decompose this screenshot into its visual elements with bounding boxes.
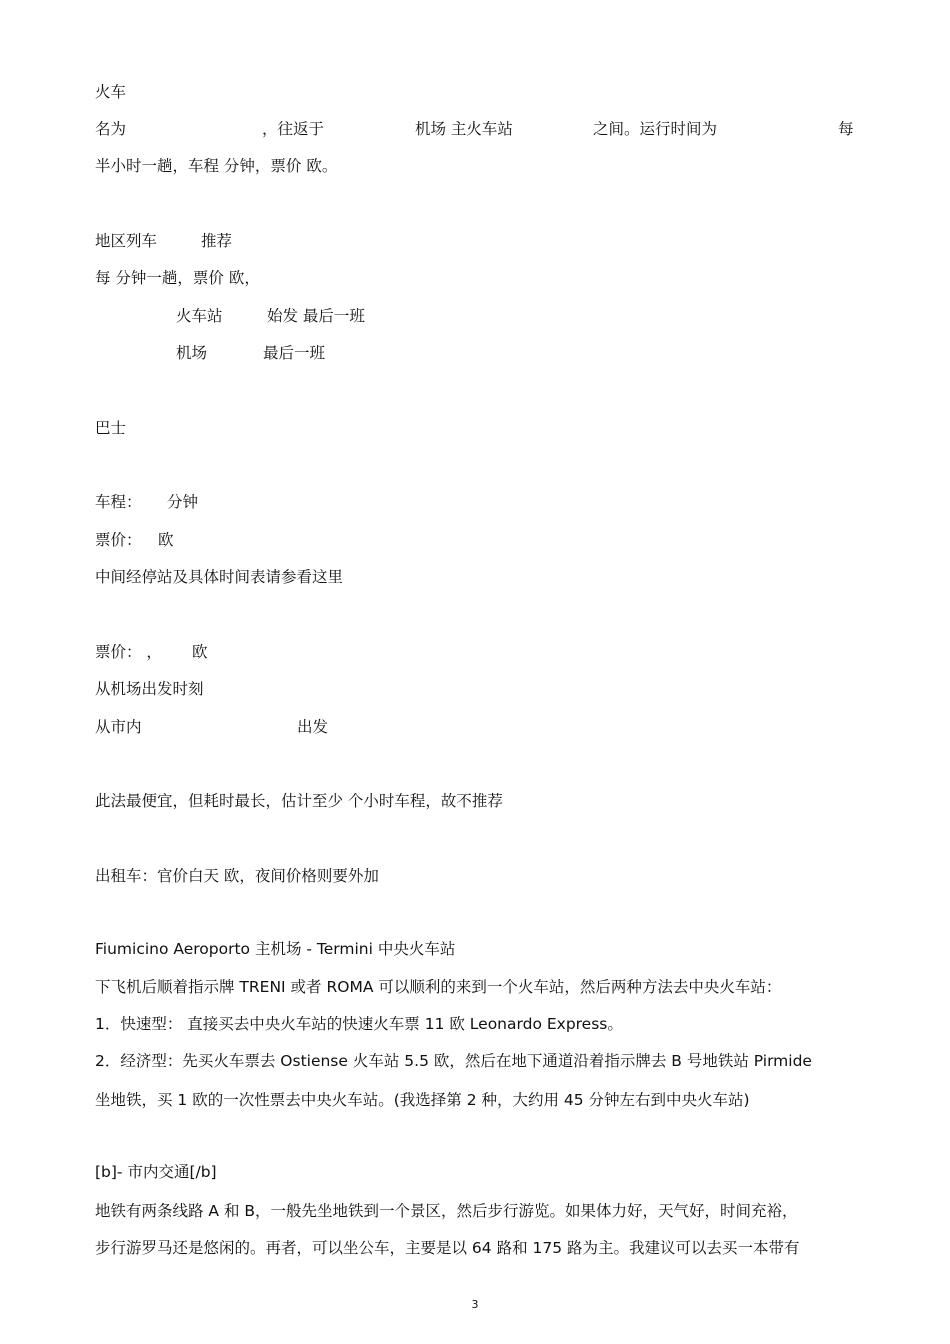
section-heading: [b]- 市内交通[/b] <box>95 1163 217 1181</box>
text-fragment: 每 <box>838 120 854 138</box>
text-fragment: 最后一班 <box>263 344 326 362</box>
paragraph-line: 步行游罗马还是悠闲的。再者，可以坐公车，主要是以 64 路和 175 路为主。我建议可以去买一本带有 <box>95 1239 800 1257</box>
paragraph-line: 地铁有两条线路 A 和 B，一般先坐地铁到一个景区，然后步行游览。如果体力好，天气好，时间充裕， <box>95 1202 798 1220</box>
text-fragment: 分钟 <box>167 493 199 511</box>
text-fragment: 票价： <box>95 531 142 549</box>
text-fragment: 推荐 <box>201 232 233 250</box>
heading-regional-train: 地区列车 <box>95 232 158 250</box>
text-fragment: 出发 <box>297 718 329 736</box>
section-heading: Fiumicino Aeroporto 主机场 - Termini 中央火车站 <box>95 940 456 958</box>
text-fragment: 机场 <box>176 344 208 362</box>
text-fragment: 始发 最后一班 <box>267 307 365 325</box>
paragraph-line: 每 分钟一趟，票价 欧， <box>95 269 260 287</box>
heading-bus: 巴士 <box>95 419 127 437</box>
text-fragment: 欧 <box>192 643 208 661</box>
list-item: 1．快速型： 直接买去中央火车站的快速火车票 11 欧 Leonardo Express。 <box>95 1015 623 1033</box>
paragraph-line: 半小时一趟，车程 分钟，票价 欧。 <box>95 157 338 175</box>
text-fragment: 车程： <box>95 493 142 511</box>
text-fragment: 票价： ， <box>95 643 162 661</box>
text-fragment: 从市内 <box>95 718 142 736</box>
page-number: 3 <box>471 1298 479 1311</box>
paragraph-line: 此法最便宜，但耗时最长，估计至少 个小时车程，故不推荐 <box>95 792 503 810</box>
text-fragment: 火车站 <box>176 307 223 325</box>
text-fragment: ，往返于 <box>262 120 325 138</box>
paragraph-line: 下飞机后顺着指示牌 TRENI 或者 ROMA 可以顺利的来到一个火车站，然后两种方法去中央火车站： <box>95 978 782 996</box>
text-fragment: 名为 <box>95 120 127 138</box>
paragraph-line: 坐地铁，买 1 欧的一次性票去中央火车站。(我选择第 2 种，大约用 45 分钟左右到中央火车站) <box>95 1091 750 1109</box>
text-fragment: 机场 主火车站 <box>415 120 513 138</box>
paragraph-line: 中间经停站及具体时间表请参看这里 <box>95 568 344 586</box>
list-item: 2．经济型：先买火车票去 Ostiense 火车站 5.5 欧，然后在地下通道沿着指示牌去 B 号地铁站 Pirmide <box>95 1052 812 1070</box>
text-fragment: 欧 <box>158 531 174 549</box>
paragraph-line: 出租车：官价白天 欧，夜间价格则要外加 <box>95 867 379 885</box>
heading-train: 火车 <box>95 83 127 101</box>
paragraph-line: 从机场出发时刻 <box>95 680 204 698</box>
text-fragment: 之间。运行时间为 <box>593 120 718 138</box>
